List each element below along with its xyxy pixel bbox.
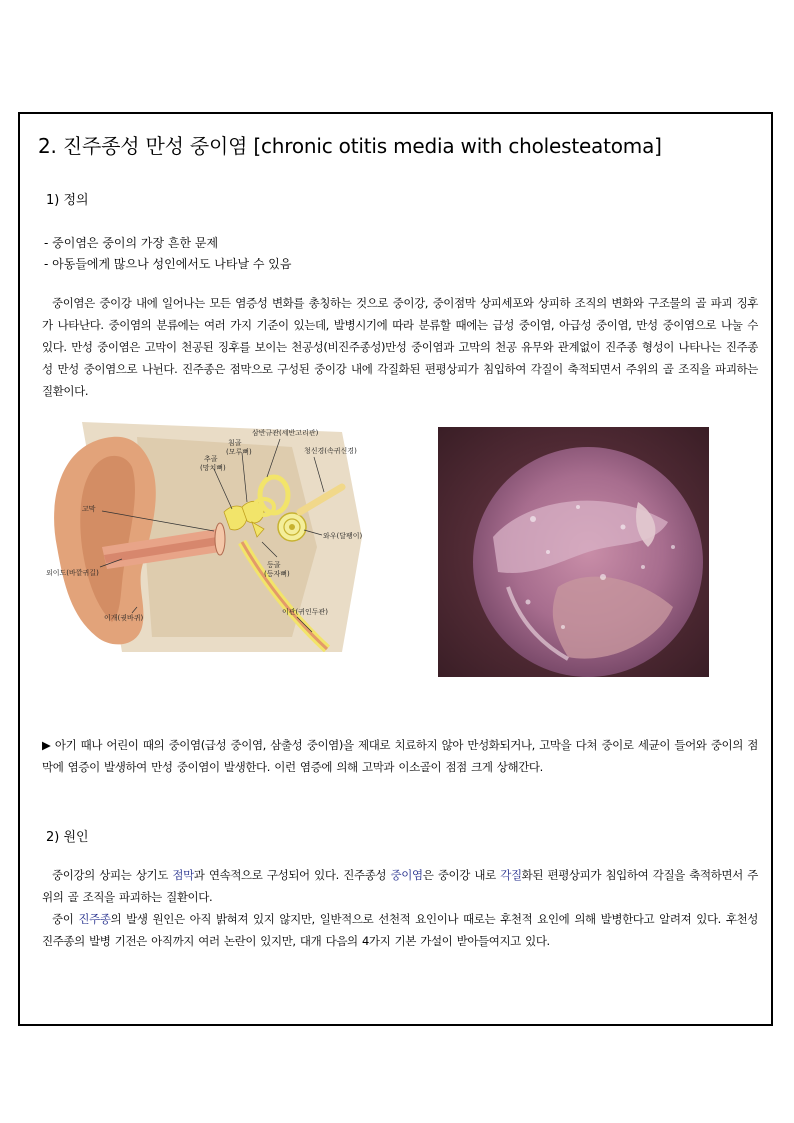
page-title: 2. 진주종성 만성 중이염 [chronic otitis media with cholesteatoma] <box>38 134 662 158</box>
p1-text-d: 화된 편평상피가 침입하여 각질을 축적하면서 주위의 골 조직을 파괴하는 질환이다. <box>42 868 758 904</box>
section-heading-cause: 2) 원인 <box>46 830 89 845</box>
cause-paragraph-2 <box>42 908 758 952</box>
label-eardrum: 고막 <box>82 505 96 513</box>
label-incus-sub: (모루뼈) <box>226 448 252 456</box>
label-malleus-sub: (망치뼈) <box>200 464 226 472</box>
label-malleus: 추골 <box>204 455 218 463</box>
page-frame <box>18 112 773 1026</box>
p2-text-b: 의 발생 원인은 아직 밝혀져 있지 않지만, 일반적으로 선천적 요인이나 때로는 후천적 요인에 의해 발병한다고 알려져 있다. 후천성 진주종의 발병 기전은 아직까지 여러 논란이 있지만, 대개 다음의 4가지 기본 가설이 받아들여지고 있다. <box>42 912 758 948</box>
label-incus: 침골 <box>228 439 242 447</box>
otoscopic-photo <box>438 427 709 677</box>
definition-paragraph: 중이염은 중이강 내에 일어나는 모든 염증성 변화를 총칭하는 것으로 중이강, 중이점막 상피세포와 상피하 조직의 변화와 구조물의 골 파괴 징후가 나타난다. 중이염의 분류에는 여러 가지 기준이 있는데, 발병시기에 따라 분류할 때에는 급성 중이염, 아급성 중이염, 만성 중이염으로 나눌 수 있다. 만성 중이염은 고막이 천공된 징후를 보이는 천공성(비진주종성)만성 중이염과 고막의 천공 유무와 관계없이 진주종 형성이 나타나는 진주종성 만성 중이염으로 나뉜다. 진주종은 점막으로 구성된 중이강 내에 각질화된 편평상피가 침입하여 각질이 축적되면서 주위의 골 조직을 파괴하는 질환이다. <box>42 296 758 398</box>
label-stapes: 등골 <box>267 561 281 569</box>
bullet-1: - 중이염은 중이의 가장 흔한 문제 <box>44 236 219 250</box>
label-auricle: 이개(귓바퀴) <box>104 614 144 622</box>
figure-caption: ▶ 아기 때나 어린이 때의 중이염(급성 중이염, 삼출성 중이염)을 제대로 치료하지 않아 만성화되거나, 고막을 다쳐 중이로 세균이 들어와 중이의 점막에 염증이 발생하여 만성 중이염이 발생한다. 이런 염증에 의해 고막과 이소골이 점점 크게 상해간다. <box>42 738 758 774</box>
p1-text-a: 중이강의 상피는 상기도 <box>52 868 173 882</box>
p2-text-a: 중이 <box>52 912 79 926</box>
label-ear-canal: 외이도(바깥귀길) <box>46 569 99 577</box>
label-eustachian-tube: 이관(귀인두관) <box>282 608 329 616</box>
bullet-2: - 아동들에게 많으나 성인에서도 나타날 수 있음 <box>44 257 292 271</box>
label-cochlea: 와우(달팽이) <box>323 532 363 540</box>
link-keratin[interactable]: 각질 <box>500 868 522 882</box>
link-cholesteatoma[interactable]: 진주종 <box>78 912 111 926</box>
label-vestibular-nerve: 청신경(속귀신경) <box>304 447 357 455</box>
ear-anatomy-illustration <box>42 417 367 652</box>
label-semicircular-canals: 삼반규관(세반고리관) <box>252 429 319 437</box>
p1-text-c: 은 중이강 내로 <box>422 868 501 882</box>
label-stapes-sub: (등자뼈) <box>264 570 290 578</box>
link-otitis-media[interactable]: 중이염 <box>390 868 423 882</box>
cause-paragraph-1 <box>42 864 758 908</box>
link-mucosa[interactable]: 점막 <box>172 868 194 882</box>
p1-text-b: 과 연속적으로 구성되어 있다. 진주종성 <box>193 868 391 882</box>
section-heading-definition: 1) 정의 <box>46 193 89 208</box>
